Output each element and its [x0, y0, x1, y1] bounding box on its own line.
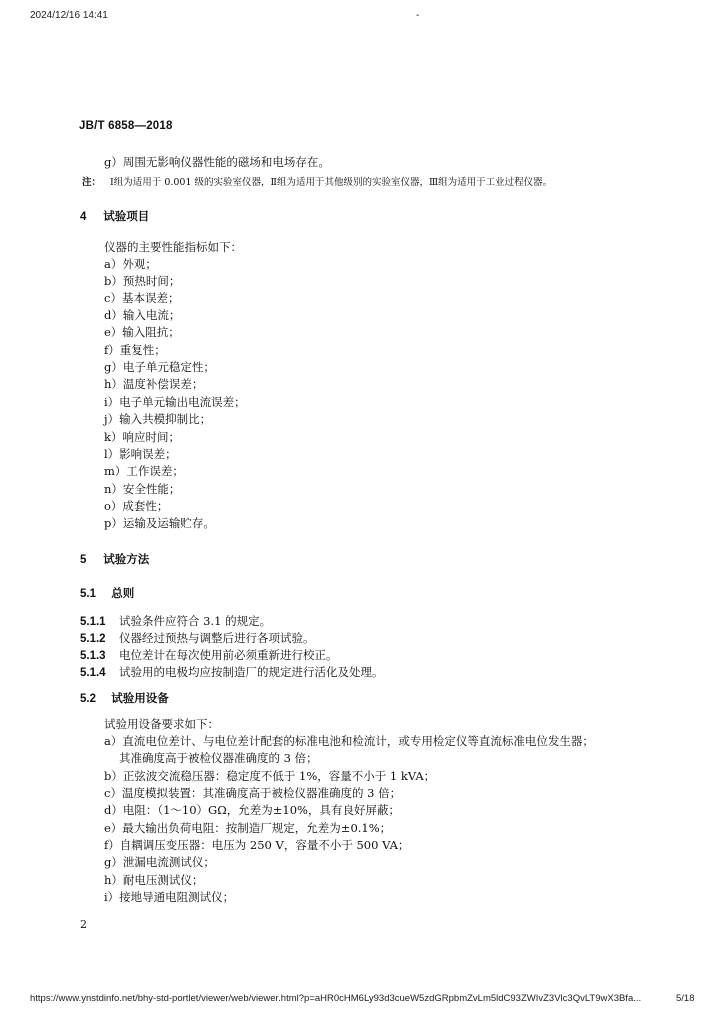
- list-item: b）正弦波交流稳压器：稳定度不低于 1%，容量不小于 1 kVA；: [104, 769, 436, 783]
- section-5-1-heading: [80, 585, 134, 601]
- list-item: a）直流电位差计、与电位差计配套的标准电池和检流计，或专用检定仪等直流标准电位发生器；: [104, 734, 594, 748]
- clause-text: 仪器经过预热与调整后进行各项试验。: [119, 631, 315, 645]
- list-item: c）基本误差；: [104, 291, 180, 305]
- section-5-2-heading: [80, 690, 169, 706]
- section-4-intro: 仪器的主要性能指标如下：: [104, 240, 242, 254]
- list-item: k）响应时间；: [104, 430, 180, 444]
- list-item: j）输入共模抑制比；: [104, 412, 212, 426]
- clause-number: 5.1.2: [80, 633, 106, 645]
- list-item: d）电阻：（1～10）GΩ，允差为±10%，具有良好屏蔽；: [104, 803, 400, 817]
- print-header-mark: -: [416, 10, 420, 21]
- print-footer-url: https://www.ynstdinfo.net/bhy-std-portlet/viewer/web/viewer.html?p=aHR0cHM6Ly93d3cueW5zdGRpbmZvLm5ldC93ZWIvZ3Vlc3QvLT9wX3Bfa...: [30, 993, 642, 1004]
- section-4-heading: [80, 208, 149, 224]
- note-text: Ⅰ组为适用于 0.001 级的实验室仪器，Ⅱ组为适用于其他级别的实验室仪器，Ⅲ组为适用于工业过程仪器。: [110, 177, 553, 188]
- clause-5-1-2: [80, 631, 315, 646]
- section-5-2-intro: 试验用设备要求如下：: [104, 717, 219, 731]
- list-item: g）电子单元稳定性；: [104, 360, 215, 374]
- env-item-g: g）周围无影响仪器性能的磁场和电场存在。: [104, 155, 330, 169]
- section-5-title: 试验方法: [103, 554, 150, 566]
- clause-text: 试验用的电极均应按制造厂的规定进行活化及处理。: [119, 665, 384, 679]
- print-footer-page: 5/18: [676, 993, 695, 1004]
- list-item: e）输入阻抗；: [104, 325, 180, 339]
- clause-5-1-1: [80, 614, 271, 629]
- list-item: c）温度模拟装置：其准确度高于被检仪器准确度的 3 倍；: [104, 786, 402, 800]
- list-item: f）重复性；: [104, 343, 166, 357]
- section-5-heading: [80, 551, 149, 567]
- list-item: l）影响误差；: [104, 447, 177, 461]
- list-item: 其准确度高于被检仪器准确度的 3 倍；: [119, 751, 318, 765]
- section-5-2-title: 试验用设备: [111, 693, 169, 705]
- section-5-number: 5: [80, 554, 87, 566]
- clause-text: 电位差计在每次使用前必须重新进行校正。: [119, 648, 338, 662]
- list-item: b）预热时间；: [104, 274, 181, 288]
- note: [82, 174, 552, 188]
- clause-5-1-4: [80, 665, 384, 680]
- list-item: h）耐电压测试仪；: [104, 873, 204, 887]
- clause-5-1-3: [80, 648, 338, 663]
- print-header-datetime: 2024/12/16 14:41: [30, 10, 108, 21]
- list-item: m）工作误差；: [104, 464, 184, 478]
- note-label: 注：: [82, 177, 102, 188]
- list-item: p）运输及运输贮存。: [104, 516, 215, 530]
- section-5-1-number: 5.1: [80, 588, 96, 600]
- standard-code: JB/T 6858—2018: [79, 120, 173, 132]
- list-item: i）接地导通电阻测试仪；: [104, 890, 235, 904]
- list-item: i）电子单元输出电流误差；: [104, 395, 246, 409]
- section-4-number: 4: [80, 211, 87, 223]
- clause-number: 5.1.1: [80, 616, 106, 628]
- list-item: a）外观；: [104, 257, 157, 271]
- list-item: f）自耦调压变压器：电压为 250 V，容量不小于 500 VA；: [104, 838, 410, 852]
- list-item: n）安全性能；: [104, 482, 181, 496]
- section-5-2-number: 5.2: [80, 693, 96, 705]
- list-item: g）泄漏电流测试仪；: [104, 855, 215, 869]
- clause-text: 试验条件应符合 3.1 的规定。: [119, 614, 272, 628]
- section-4-title: 试验项目: [103, 211, 150, 223]
- list-item: h）温度补偿误差；: [104, 377, 204, 391]
- clause-number: 5.1.4: [80, 667, 106, 679]
- list-item: e）最大输出负荷电阻：按制造厂规定，允差为±0.1%；: [104, 821, 392, 835]
- page-number: 2: [80, 918, 87, 931]
- list-item: o）成套性；: [104, 499, 169, 513]
- list-item: d）输入电流；: [104, 308, 181, 322]
- clause-number: 5.1.3: [80, 650, 106, 662]
- section-5-1-title: 总则: [111, 588, 135, 600]
